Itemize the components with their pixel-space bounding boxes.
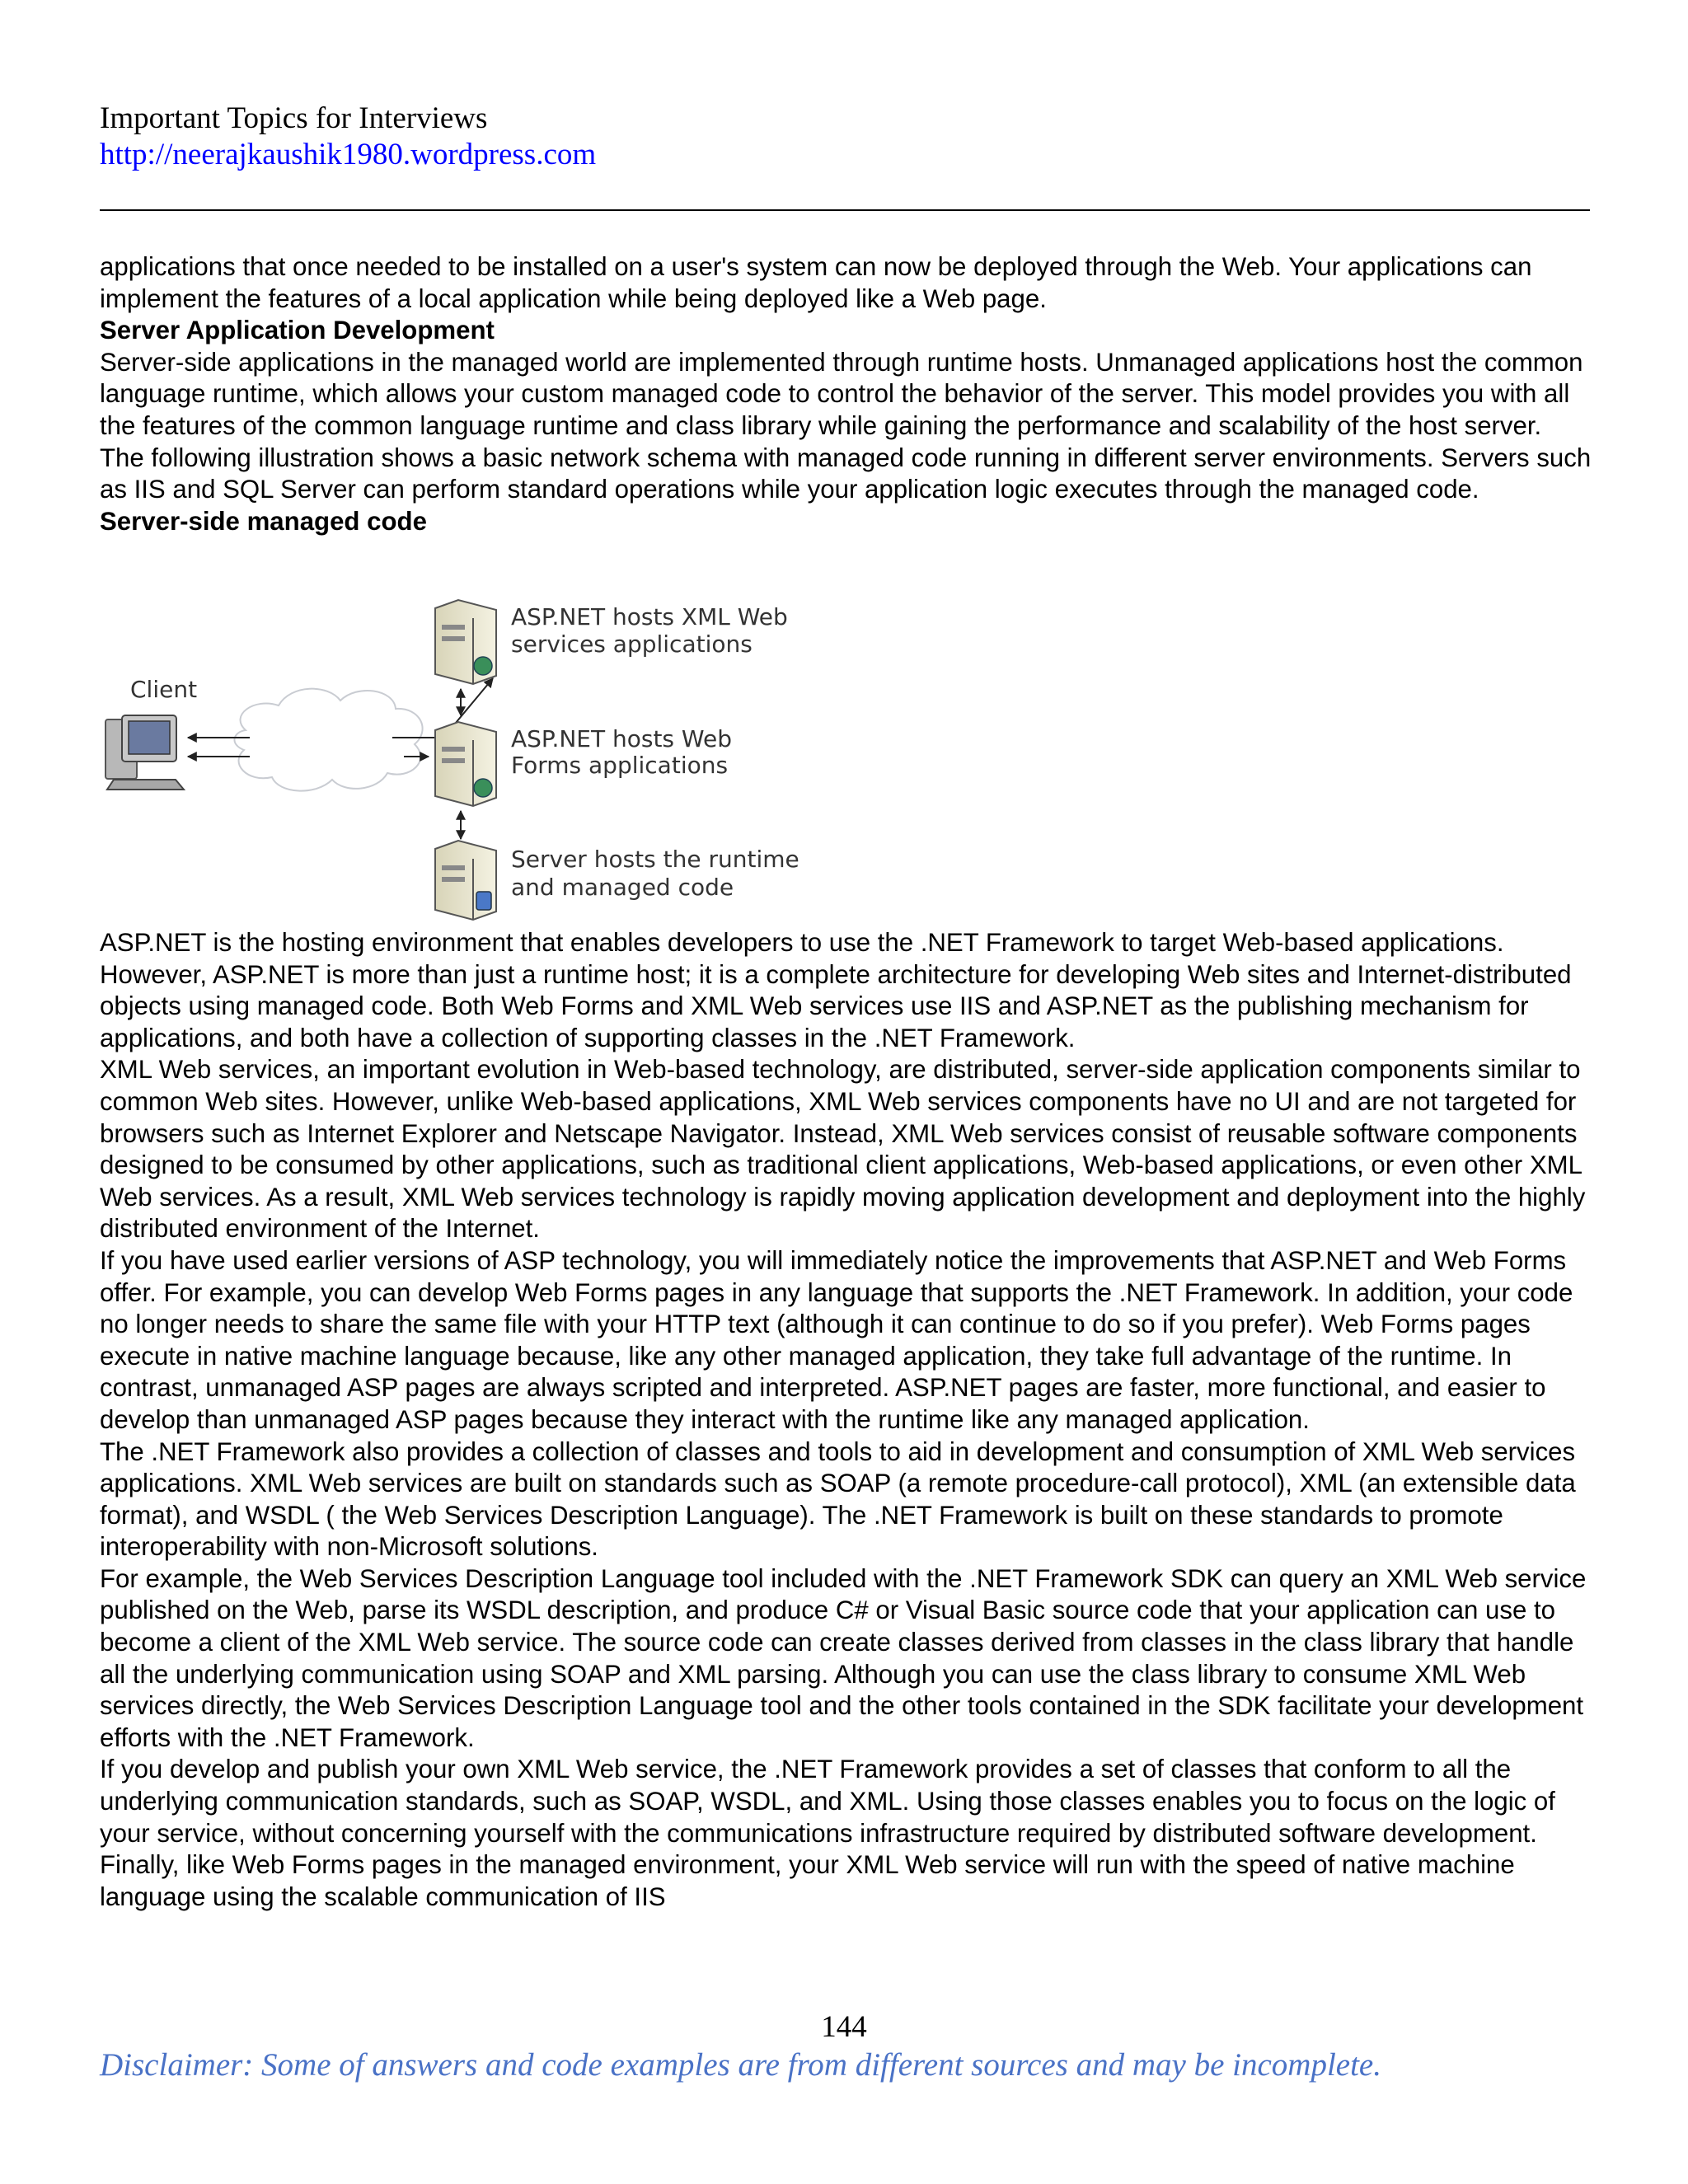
- server-2-label-line1: ASP.NET hosts Web: [511, 725, 732, 752]
- disclaimer-text: Disclaimer: Some of answers and code examples are from different sources and may be incomplete.: [100, 2047, 1381, 2083]
- page-number: 144: [821, 2010, 867, 2044]
- framework-paragraph: The .NET Framework also provides a collection of classes and tools to aid in development and consumption of XML Web services applications. XML Web services are built on standards such as SOAP (a remote procedure-call protocol), XML (an extensible data format), and WSDL ( the Web Services Description Language). The .NET Framework is built on these standards to promote interoperability with non-Microsoft solutions.: [100, 1436, 1576, 1562]
- client-computer-icon: [106, 715, 184, 790]
- header-url-link[interactable]: http://neerajkaushik1980.wordpress.com: [100, 138, 597, 171]
- illustration-paragraph: The following illustration shows a basic network schema with managed code running in different server environments. Servers such as IIS and SQL Server can perform standard operations while your application logic executes through the managed code.: [100, 443, 1592, 504]
- server-side-managed-code-diagram: [97, 592, 839, 921]
- client-label: Client: [130, 676, 198, 703]
- server-3-icon: [435, 841, 496, 920]
- server-1-label-line2: services applications: [511, 630, 753, 658]
- header-title: Important Topics for Interviews: [100, 101, 488, 135]
- heading-figure: Server-side managed code: [100, 506, 427, 536]
- example-paragraph: For example, the Web Services Description Language tool included with the .NET Framework SDK can query an XML Web service published on the Web, parse its WSDL description, and produce C# or Visual Basic source code that your application can use to become a client of the XML Web service. The source code can create classes derived from classes in the class library that handle all the underlying communication using SOAP and XML parsing. Although you can use the class library to consume XML Web services directly, the Web Services Description Language tool and the other tools contained in the SDK facilitate your development efforts with the .NET Framework.: [100, 1563, 1587, 1752]
- header-divider: [100, 209, 1590, 211]
- server-3-label-line2: and managed code: [511, 874, 734, 901]
- aspnet-paragraph: ASP.NET is the hosting environment that enables developers to use the .NET Framework to target Web-based applications. However, ASP.NET is more than just a runtime host; it is a complete architecture for developing Web sites and Internet-distributed objects using managed code. Both Web Forms and XML Web services use IIS and ASP.NET as the publishing mechanism for applications, and both have a collection of supporting classes in the .NET Framework.: [100, 928, 1572, 1052]
- server-app-paragraph: Server-side applications in the managed world are implemented through runtime hosts. Unmanaged applications host the common language runtime, which allows your custom managed code to control the behavior of the server. This model provides you with all the features of the common language runtime and class library while gaining the performance and scalability of the host server.: [100, 347, 1583, 440]
- body-text-continued: [100, 927, 1600, 1913]
- server-2-label-line2: Forms applications: [511, 752, 729, 779]
- intro-paragraph: applications that once needed to be installed on a user's system can now be deployed through the Web. Your applications can implement the features of a local application while being deployed like a Web page.: [100, 252, 1532, 313]
- server-3-label-line1: Server hosts the runtime: [511, 846, 799, 873]
- publish-paragraph: If you develop and publish your own XML Web service, the .NET Framework provides a set of classes that conform to all the underlying communication standards, such as SOAP, WSDL, and XML. Using those classes enables you to focus on the logic of your service, without concerning yourself with the communications infrastructure required by distributed software development.: [100, 1755, 1555, 1848]
- heading-server-app: Server Application Development: [100, 316, 495, 345]
- finally-paragraph: Finally, like Web Forms pages in the managed environment, your XML Web service will run with the speed of native machine language using the scalable communication of IIS: [100, 1850, 1515, 1911]
- server-2-icon: [435, 722, 496, 806]
- asp-paragraph: If you have used earlier versions of ASP technology, you will immediately notice the improvements that ASP.NET and Web Forms offer. For example, you can develop Web Forms pages in any language that supports the .NET Framework. In addition, your code no longer needs to share the same file with your HTTP text (although it can continue to do so if you prefer). Web Forms pages execute in native machine language because, like any other managed application, they take full advantage of the runtime. In contrast, unmanaged ASP pages are always scripted and interpreted. ASP.NET pages are faster, more functional, and easier to develop than unmanaged ASP pages because they interact with the runtime like any managed application.: [100, 1245, 1573, 1434]
- cloud-icon: [234, 689, 422, 791]
- server-1-icon: [435, 600, 496, 684]
- xml-services-paragraph: XML Web services, an important evolution in Web-based technology, are distributed, server-side application components similar to common Web sites. However, unlike Web-based applications, XML Web services components have no UI and are not targeted for browsers such as Internet Explorer and Netscape Navigator. Instead, XML Web services consist of reusable software components designed to be consumed by other applications, such as traditional client applications, Web-based applications, or even other XML Web services. As a result, XML Web services technology is rapidly moving application development and deployment into the highly distributed environment of the Internet.: [100, 1055, 1586, 1244]
- server-1-label-line1: ASP.NET hosts XML Web: [511, 603, 788, 630]
